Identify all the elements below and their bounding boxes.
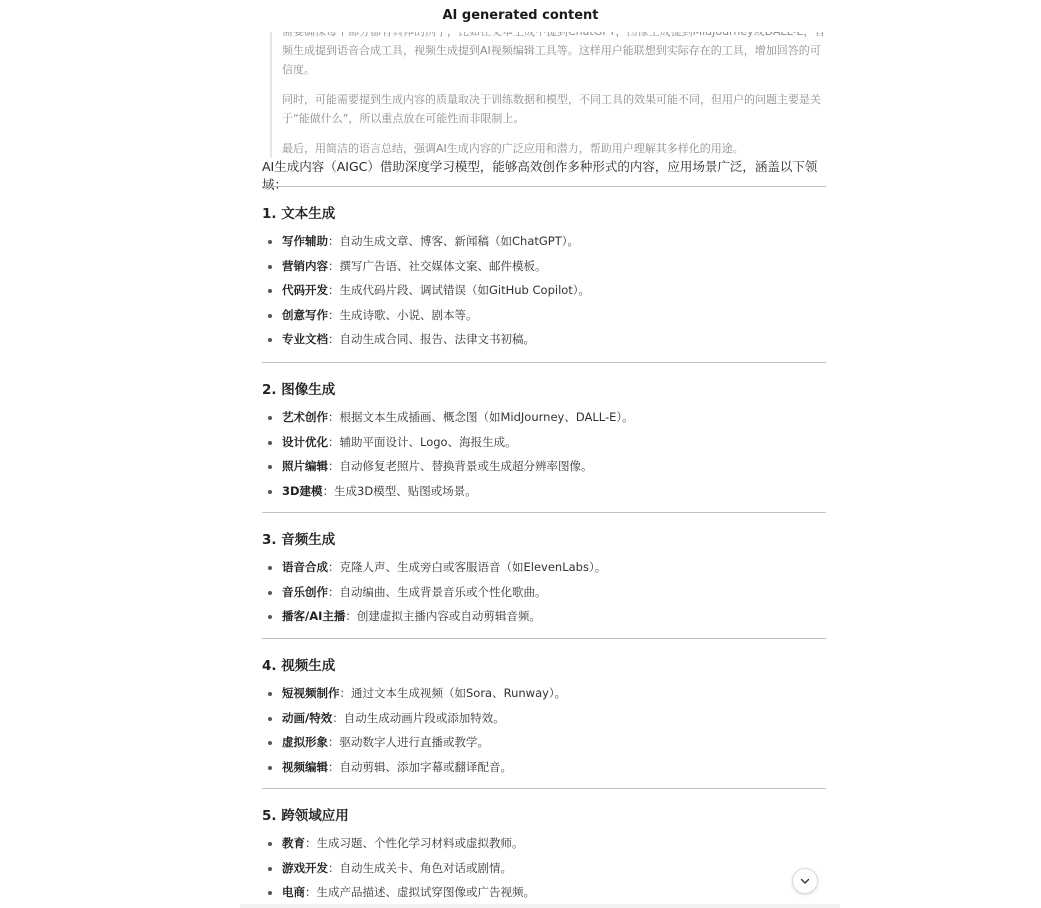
bullet-list (262, 232, 826, 355)
thinking-paragraph: 频生成提到语音合成工具，视频生成提到AI视频编辑工具等。这样用户能联想到实际存在的工具，增加回答的可信度。 (282, 44, 821, 76)
list-item-term: 艺术创作 (282, 410, 328, 424)
bullet-icon (268, 717, 272, 721)
list-item-desc: ：自动生成合同、报告、法律文书初稿。 (328, 332, 535, 346)
bullet-icon (268, 240, 272, 244)
bullet-icon (268, 566, 272, 570)
list-item (262, 257, 826, 282)
list-item-desc: ：创建虚拟主播内容或自动剪辑音频。 (345, 609, 541, 623)
list-item-term: 播客/AI主播 (282, 609, 346, 623)
section-image-generation (262, 362, 826, 506)
list-item-term: 3D建模 (282, 483, 323, 498)
list-item (262, 733, 826, 758)
section-text-generation (262, 186, 826, 355)
bullet-icon (268, 692, 272, 696)
chevron-down-icon (799, 875, 811, 887)
list-item (262, 558, 826, 583)
thinking-paragraph: 最后，用简洁的语言总结，强调AI生成内容的广泛应用和潜力，帮助用户理解其多样化的用途。 (282, 142, 744, 155)
bullet-icon (268, 891, 272, 895)
list-item-term: 写作辅助 (282, 234, 328, 248)
list-item (262, 281, 826, 306)
bullet-icon (268, 314, 272, 318)
list-item (262, 457, 826, 482)
bullet-icon (268, 490, 272, 494)
list-item-desc: ：驱动数字人进行直播或教学。 (328, 735, 489, 749)
list-item-desc: ：自动生成动画片段或添加特效。 (332, 710, 505, 725)
list-item (262, 306, 826, 331)
bullet-icon (268, 766, 272, 770)
list-item-term: 音乐创作 (282, 584, 328, 599)
thinking-block (270, 22, 826, 158)
list-item-term: 语音合成 (282, 560, 328, 574)
bullet-list (262, 558, 826, 632)
list-item (262, 709, 826, 734)
list-item-desc: ：自动修复老照片、替换背景或生成超分辨率图像。 (328, 459, 593, 473)
section-heading: 2. 图像生成 (262, 382, 336, 398)
list-item-term: 游戏开发 (282, 860, 328, 875)
list-item (262, 232, 826, 257)
bullet-icon (268, 615, 272, 619)
list-item (262, 330, 826, 355)
list-item (262, 758, 826, 783)
section-cross-domain (262, 788, 826, 908)
list-item-term: 创意写作 (282, 307, 328, 322)
bullet-list (262, 834, 826, 908)
list-item-term: 代码开发 (282, 283, 328, 297)
list-item-desc: ：自动编曲、生成背景音乐或个性化歌曲。 (328, 584, 547, 599)
scroll-to-bottom-button[interactable] (792, 868, 818, 894)
section-video-generation (262, 638, 826, 782)
list-item-term: 电商 (282, 885, 305, 899)
list-item (262, 433, 826, 458)
bullet-icon (268, 465, 272, 469)
answer-intro: AI生成内容（AIGC）借助深度学习模型，能够高效创作多种形式的内容，应用场景广泛，涵盖以下领域： (262, 159, 818, 192)
list-item-term: 短视频制作 (282, 686, 340, 700)
list-item-term: 视频编辑 (282, 759, 328, 774)
bullet-icon (268, 265, 272, 269)
page-title: AI generated content (442, 8, 599, 23)
list-item-desc: ：根据文本生成插画、概念图（如MidJourney、DALL-E）。 (328, 410, 634, 424)
list-item-term: 动画/特效 (282, 710, 333, 725)
bullet-list (262, 684, 826, 782)
thinking-paragraph: 同时，可能需要提到生成内容的质量取决于训练数据和模型，不同工具的效果可能不同，但用户的问题主要是关于“能做什么”，所以重点放在可能性而非限制上。 (282, 93, 821, 125)
section-heading: 4. 视频生成 (262, 658, 336, 674)
bullet-icon (268, 289, 272, 293)
list-item-desc: ：自动生成文章、博客、新闻稿（如ChatGPT）。 (328, 234, 579, 248)
list-item-desc: ：生成3D模型、贴图或场景。 (322, 483, 477, 498)
list-item-term: 照片编辑 (282, 459, 328, 473)
section-heading: 5. 跨领域应用 (262, 808, 349, 824)
list-item (262, 408, 826, 433)
section-heading: 3. 音频生成 (262, 532, 336, 548)
list-item (262, 607, 826, 632)
bullet-icon (268, 416, 272, 420)
bullet-icon (268, 867, 272, 871)
bullet-list (262, 408, 826, 506)
list-item-term: 营销内容 (282, 258, 328, 273)
list-item-desc: ：自动生成关卡、角色对话或剧情。 (328, 860, 512, 875)
list-item-desc: ：克隆人声、生成旁白或客服语音（如ElevenLabs）。 (328, 560, 607, 574)
list-item-desc: ：通过文本生成视频（如Sora、Runway）。 (339, 686, 567, 700)
bullet-icon (268, 741, 272, 745)
input-area-edge (240, 904, 840, 908)
list-item-term: 设计优化 (282, 434, 328, 449)
list-item-desc: ：生成习题、个性化学习材料或虚拟教师。 (305, 836, 524, 850)
list-item-desc: ：辅助平面设计、Logo、海报生成。 (328, 434, 517, 449)
list-item-desc: ：自动剪辑、添加字幕或翻译配音。 (328, 759, 512, 774)
app-header (0, 0, 1041, 32)
section-audio-generation (262, 512, 826, 632)
list-item-term: 专业文档 (282, 332, 328, 346)
list-item (262, 859, 826, 884)
bullet-icon (268, 842, 272, 846)
list-item-desc: ：撰写广告语、社交媒体文案、邮件模板。 (328, 258, 547, 273)
list-item-term: 教育 (282, 836, 305, 850)
section-heading: 1. 文本生成 (262, 206, 336, 222)
bullet-icon (268, 441, 272, 445)
list-item (262, 684, 826, 709)
bullet-icon (268, 591, 272, 595)
list-item-term: 虚拟形象 (282, 735, 328, 749)
list-item (262, 482, 826, 507)
list-item-desc: ：生成诗歌、小说、剧本等。 (328, 307, 478, 322)
list-item (262, 834, 826, 859)
list-item-desc: ：生成产品描述、虚拟试穿图像或广告视频。 (305, 885, 535, 899)
list-item-desc: ：生成代码片段、调试错误（如GitHub Copilot）。 (328, 283, 591, 297)
list-item (262, 583, 826, 608)
bullet-icon (268, 338, 272, 342)
